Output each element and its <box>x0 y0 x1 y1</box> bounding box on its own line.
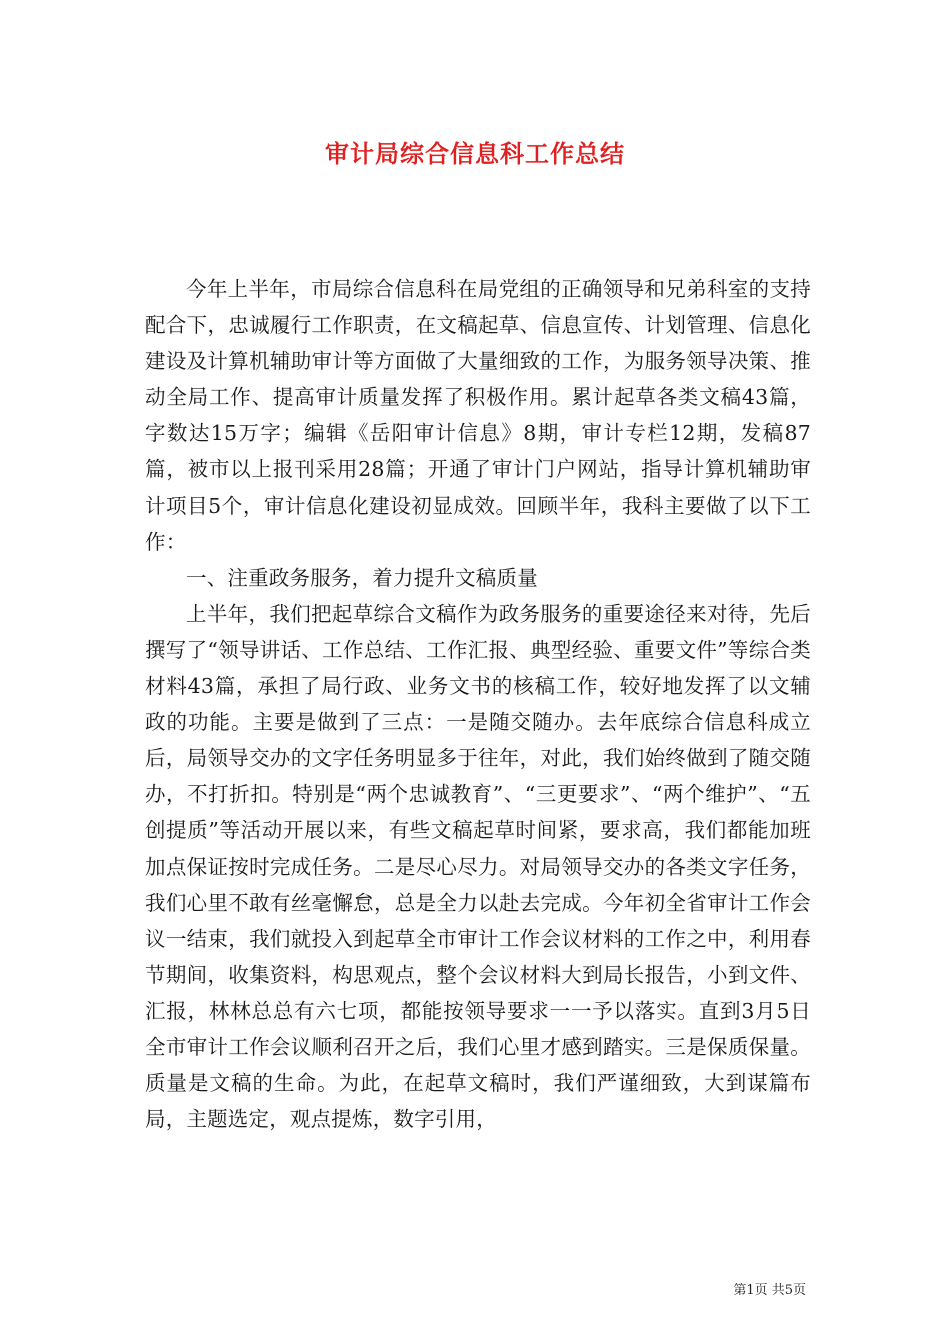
paragraph-intro: 今年上半年，市局综合信息科在局党组的正确领导和兄弟科室的支持配合下，忠诚履行工作职责，在文稿起草、信息宣传、计划管理、信息化建设及计算机辅助审计等方面做了大量细致的工作，为服务领导决策、推动全局工作、提高审计质量发挥了积极作用。累计起草各类文稿43篇，字数达15万字；编辑《岳阳审计信息》8期，审计专栏12期，发稿87篇，被市以上报刊采用28篇；开通了审计门户网站，指导计算机辅助审计项目5个，审计信息化建设初显成效。回顾半年，我科主要做了以下工作： <box>145 277 811 554</box>
document-body <box>145 271 811 1137</box>
paragraph-section-1: 上半年，我们把起草综合文稿作为政务服务的重要途径来对待，先后撰写了“领导讲话、工作总结、工作汇报、典型经验、重要文件”等综合类材料43篇，承担了局行政、业务文书的核稿工作，较好地发挥了以文辅政的功能。主要是做到了三点：一是随交随办。去年底综合信息科成立后，局领导交办的文字任务明显多于往年，对此，我们始终做到了随交随办，不打折扣。特别是“两个忠诚教育”、“三更要求”、“两个维护”、“五创提质”等活动开展以来，有些文稿起草时间紧，要求高，我们都能加班加点保证按时完成任务。二是尽心尽力。对局领导交办的各类文字任务，我们心里不敢有丝毫懈怠，总是全力以赴去完成。今年初全省审计工作会议一结束，我们就投入到起草全市审计工作会议材料的工作之中，利用春节期间，收集资料，构思观点，整个会议材料大到局长报告，小到文件、汇报，林林总总有六七项，都能按领导要求一一予以落实。直到3月5日全市审计工作会议顺利召开之后，我们心里才感到踏实。三是保质保量。质量是文稿的生命。为此，在起草文稿时，我们严谨细致，大到谋篇布局，主题选定，观点提炼，数字引用， <box>145 601 811 1132</box>
document-title: 审计局综合信息科工作总结 <box>325 139 625 168</box>
page-number: 第1页 共5页 <box>733 1283 806 1298</box>
section-heading-1: 一、注重政务服务，着力提升文稿质量 <box>186 565 538 590</box>
